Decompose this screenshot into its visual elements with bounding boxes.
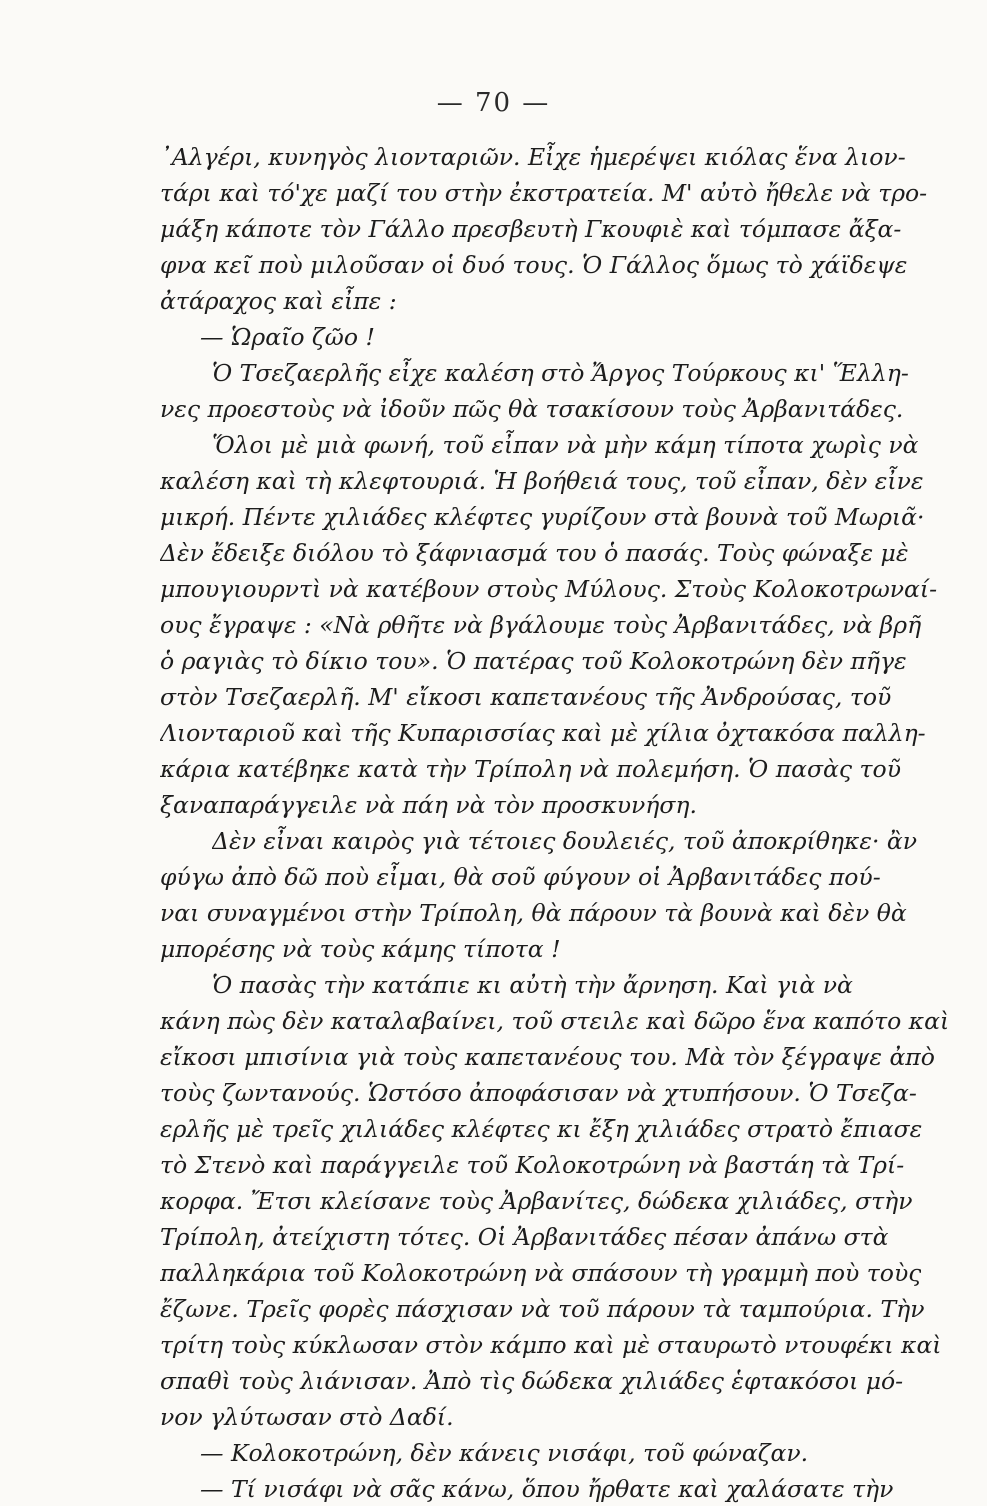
text-line: φύγω ἀπὸ δῶ ποὺ εἶμαι, θὰ σοῦ φύγουν οἱ Ἀρβανιτάδες πού- bbox=[160, 863, 881, 891]
text-line: καλέση καὶ τὴ κλεφτουριά. Ἡ βοήθειά τους, τοῦ εἶπαν, δὲν εἶνε bbox=[160, 467, 924, 495]
text-line: Δὲν εἶναι καιρὸς γιὰ τέτοιες δουλειές, τοῦ ἀποκρίθηκε· ἂν bbox=[212, 827, 918, 855]
text-line: μπορέσης νὰ τοὺς κάμης τίποτα ! bbox=[160, 935, 561, 963]
text-line: ᾿Αλγέρι, κυνηγὸς λιονταριῶν. Εἶχε ἡμερέψει κιόλας ἕνα λιον- bbox=[160, 143, 906, 171]
text-line: ὁ ραγιὰς τὸ δίκιο του». Ὁ πατέρας τοῦ Κολοκοτρώνη δὲν πῆγε bbox=[160, 647, 907, 675]
text-line: νον γλύτωσαν στὸ Δαδί. bbox=[160, 1403, 454, 1431]
text-line: Ὅλοι μὲ μιὰ φωνή, τοῦ εἶπαν νὰ μὴν κάμη τίποτα χωρὶς νὰ bbox=[212, 431, 919, 459]
text-line: παλληκάρια τοῦ Κολοκοτρώνη νὰ σπάσουν τὴ γραμμὴ ποὺ τοὺς bbox=[160, 1259, 922, 1287]
text-line: ἀτάραχος καὶ εἶπε : bbox=[160, 287, 397, 315]
text-line: κάνη πὼς δὲν καταλαβαίνει, τοῦ στειλε καὶ δῶρο ἕνα καπότο καὶ bbox=[160, 1007, 950, 1035]
text-line: κορφα. Ἔτσι κλείσανε τοὺς Ἀρβανίτες, δώδεκα χιλιάδες, στὴν bbox=[160, 1187, 913, 1215]
text-line: στὸν Τσεζαερλῆ. Μ' εἴκοσι καπετανέους τῆς Ἀνδρούσας, τοῦ bbox=[160, 683, 892, 711]
text-line: μάξη κάποτε τὸν Γάλλο πρεσβευτὴ Γκουφιὲ καὶ τόμπασε ἄξα- bbox=[160, 215, 902, 243]
text-line: τρίτη τοὺς κύκλωσαν στὸν κάμπο καὶ μὲ σταυρωτὸ ντουφέκι καὶ bbox=[160, 1331, 942, 1359]
text-line: ερλῆς μὲ τρεῖς χιλιάδες κλέφτες κι ἔξη χιλιάδες στρατὸ ἔπιασε bbox=[160, 1115, 923, 1143]
text-line: — Τί νισάφι νὰ σᾶς κάνω, ὅπου ἤρθατε καὶ χαλάσατε τὴν bbox=[200, 1475, 894, 1503]
page-number: — 70 — bbox=[436, 88, 551, 118]
text-line: μικρή. Πέντε χιλιάδες κλέφτες γυρίζουν στὰ βουνὰ τοῦ Μωριᾶ· bbox=[160, 503, 925, 531]
text-line: ξαναπαράγγειλε νὰ πάη νὰ τὸν προσκυνήση. bbox=[160, 791, 697, 819]
text-line: Δὲν ἔδειξε διόλου τὸ ξάφνιασμά του ὁ πασάς. Τοὺς φώναξε μὲ bbox=[160, 539, 909, 567]
text-line: τὸ Στενὸ καὶ παράγγειλε τοῦ Κολοκοτρώνη νὰ βαστάη τὰ Τρί- bbox=[160, 1151, 905, 1179]
text-line: κάρια κατέβηκε κατὰ τὴν Τρίπολη νὰ πολεμήση. Ὁ πασὰς τοῦ bbox=[160, 755, 901, 783]
text-line: τάρι καὶ τό'χε μαζί του στὴν ἐκστρατεία. Μ' αὐτὸ ἤθελε νὰ τρο- bbox=[160, 179, 928, 207]
text-line: Ὁ πασὰς τὴν κατάπιε κι αὐτὴ τὴν ἄρνηση. Καὶ γιὰ νὰ bbox=[212, 971, 853, 999]
text-line: Λιονταριοῦ καὶ τῆς Κυπαρισσίας καὶ μὲ χίλια ὀχτακόσα παλλη- bbox=[160, 719, 926, 747]
text-line: τοὺς ζωντανούς. Ὡστόσο ἀποφάσισαν νὰ χτυπήσουν. Ὁ Τσεζα- bbox=[160, 1079, 917, 1107]
text-line: ἔζωνε. Τρεῖς φορὲς πάσχισαν νὰ τοῦ πάρουν τὰ ταμπούρια. Τὴν bbox=[160, 1295, 925, 1323]
text-line: φνα κεῖ ποὺ μιλοῦσαν οἱ δυό τους. Ὁ Γάλλος ὅμως τὸ χάϊδεψε bbox=[160, 251, 908, 279]
text-line: εἴκοσι μπισίνια γιὰ τοὺς καπετανέους του. Μὰ τὸν ξέγραψε ἀπὸ bbox=[160, 1043, 935, 1071]
text-line: μπουγιουρντὶ νὰ κατέβουν στοὺς Μύλους. Στοὺς Κολοκοτρωναί- bbox=[160, 575, 938, 603]
text-line: Τρίπολη, ἀτείχιστη τότες. Οἱ Ἀρβανιτάδες πέσαν ἀπάνω στὰ bbox=[160, 1223, 889, 1251]
text-line: — Ὡραῖο ζῶο ! bbox=[200, 323, 375, 351]
text-line: σπαθὶ τοὺς λιάνισαν. Ἀπὸ τὶς δώδεκα χιλιάδες ἑφτακόσοι μό- bbox=[160, 1367, 904, 1395]
text-line: ναι συναγμένοι στὴν Τρίπολη, θὰ πάρουν τὰ βουνὰ καὶ δὲν θὰ bbox=[160, 899, 907, 927]
text-line: — Κολοκοτρώνη, δὲν κάνεις νισάφι, τοῦ φώναζαν. bbox=[200, 1439, 809, 1467]
text-line: νες προεστοὺς νὰ ἰδοῦν πῶς θὰ τσακίσουν τοὺς Ἀρβανιτάδες. bbox=[160, 395, 904, 423]
text-line: ους ἔγραψε : «Νὰ ρθῆτε νὰ βγάλουμε τοὺς Ἀρβανιτάδες, νὰ βρῆ bbox=[160, 611, 922, 639]
text-line: Ὁ Τσεζαερλῆς εἶχε καλέση στὸ Ἄργος Τούρκους κι' Ἕλλη- bbox=[212, 359, 909, 387]
